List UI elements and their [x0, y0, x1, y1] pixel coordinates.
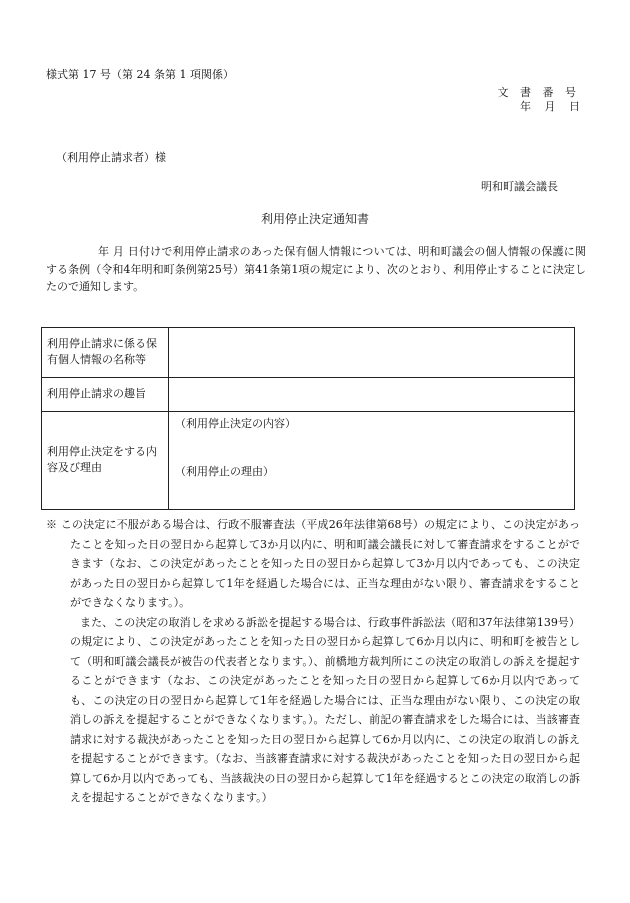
form-number: 様式第 17 号（第 24 条第 1 項関係） — [46, 68, 234, 81]
decision-content-caption: （利用停止決定の内容） — [175, 416, 296, 430]
decision-table — [41, 327, 575, 510]
request-purpose-label: 利用停止請求の趣旨 — [42, 377, 169, 411]
note-appeal: ※ この決定に不服がある場合は、行政不服審査法（平成26年法律第68号）の規定により、この決定があったことを知った日の翌日から起算して3か月以内に、明和町議会議長に対して審査請求をすることができます（なお、この決定があったことを知った日の翌日から起算して3か月以内であっても、この決定があった日の翌日から起算して1年を経過した場合には、正当な理由がない限り、審査請求をすることができなくなります。）。 — [46, 518, 580, 609]
info-name-label: 利用停止請求に係る保有個人情報の名称等 — [42, 328, 169, 378]
table-row — [42, 377, 575, 411]
document-number-label: 文 書 番 号 — [497, 86, 580, 99]
addressee: （利用停止請求者）様 — [56, 151, 166, 164]
request-purpose-value — [169, 377, 575, 411]
decision-reason-caption: （利用停止の理由） — [175, 464, 274, 478]
note-lawsuit: また、この決定の取消しを求める訴訟を提起する場合は、行政事件訴訟法（昭和37年法律第139号）の規定により、この決定があったことを知った日の翌日から起算して6か月以内に、明和町を被告として（明和町議会議長が被告の代表者となります。）、前橋地方裁判所にこの決定の取消しの訴えを提起することができます（なお、この決定があったことを知った日の翌日から起算して6か月以内であっても、この決定の日の翌日から起算して1年を経過した場合には、正当な理由がない限り、この決定の取消しの訴えを提起することができなくなります。）。ただし、前記の審査請求をした場合には、当該審査請求に対する裁決があったことを知った日の翌日から起算して6か月以内に、この決定の取消しの訴えを提起することができます。（なお、当該審査請求に対する裁決があったことを知った日の翌日から起算して6か月以内であっても、当該裁決の日の翌日から起算して1年を経過するとこの決定の取消しの訴えを提起することができなくなります。） — [70, 615, 580, 804]
decision-label: 利用停止決定をする内容及び理由 — [42, 411, 169, 509]
table-row — [42, 411, 575, 509]
sender-title: 明和町議会議長 — [481, 180, 558, 193]
info-name-value — [169, 328, 575, 378]
notes — [46, 515, 580, 808]
decision-value — [169, 411, 575, 509]
document-date-label: 年 月 日 — [520, 100, 580, 113]
document-title: 利用停止決定通知書 — [260, 212, 369, 226]
table-row — [42, 328, 575, 378]
body-paragraph: 年 月 日付けで利用停止請求のあった保有個人情報については、明和町議会の個人情報の保護に関する条例（令和4年明和町条例第25号）第41条第1項の規定により、次のとおり、利用停止することに決定したので通知します。 — [46, 245, 586, 293]
